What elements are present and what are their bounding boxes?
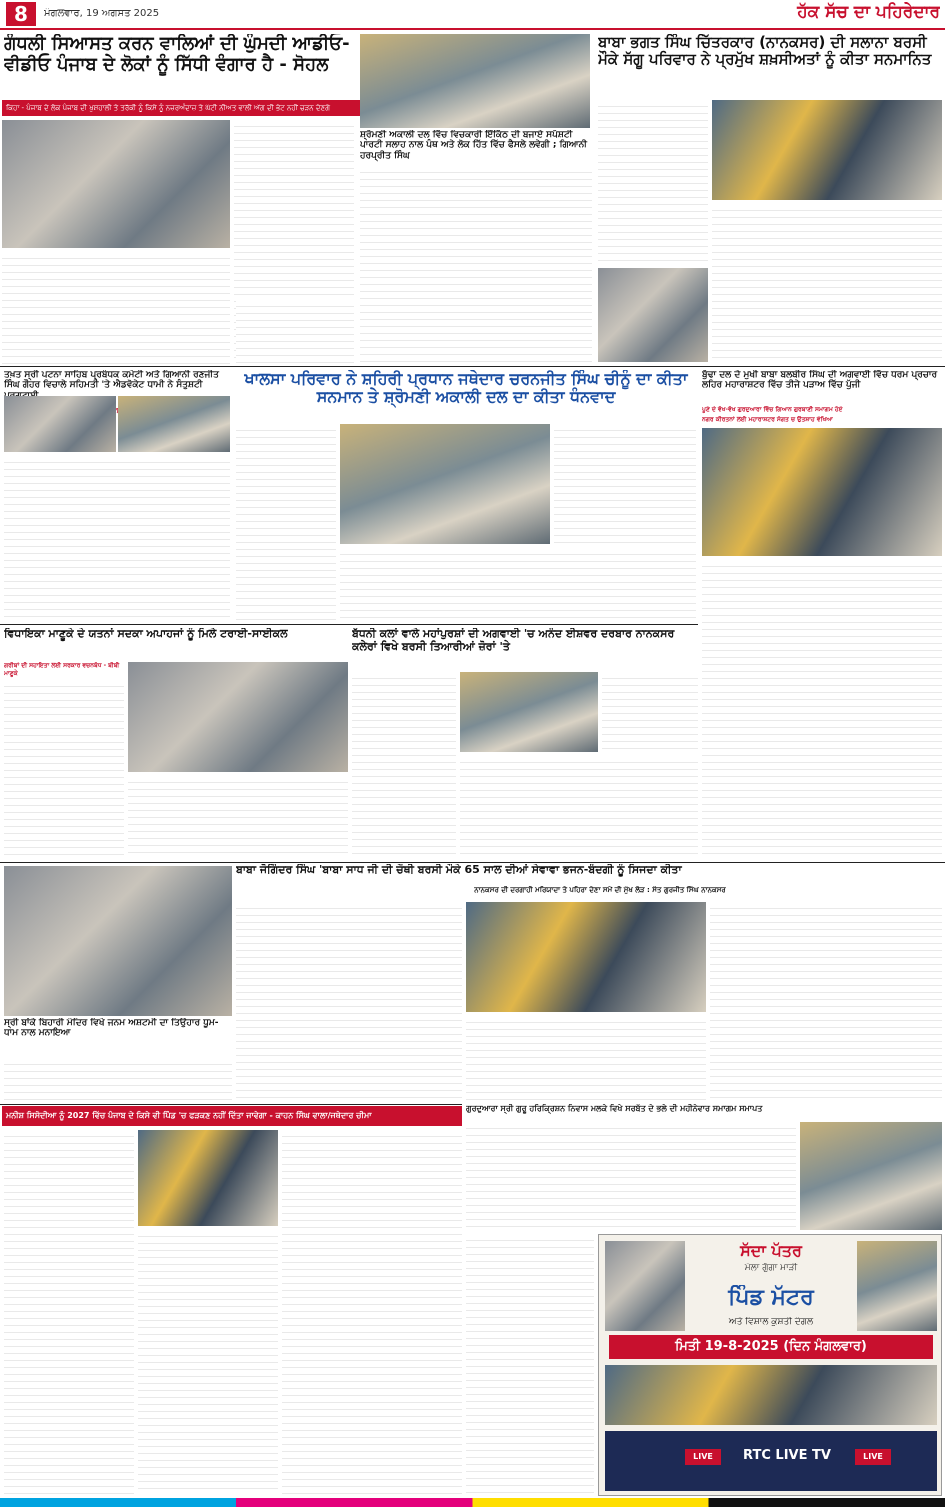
text-a9	[236, 902, 462, 1102]
strap-a9: ਨਾਨਕਸਰ ਦੀ ਦਰਗਾਹੀ ਮਰਿਯਾਦਾ ਤੇ ਪਹਿਰਾ ਦੇਣਾ ਸਮੇਂ ਦੀ ਮੁੱਖ ਲੋੜ : ਸੰਤ ਗੁਰਜੀਤ ਸਿੰਘ ਨਾਨਕਸਰ	[474, 886, 726, 894]
photo-a8	[460, 672, 598, 752]
text-a11	[466, 1122, 796, 1230]
photo-a2	[360, 34, 590, 128]
text-a12-c	[282, 1130, 462, 1494]
text-a4	[4, 456, 230, 620]
photo-a3-b	[598, 268, 708, 362]
text-a1	[2, 252, 230, 364]
strap-a6-1: ਪੂਣੇ ਦੇ ਵੱਖ-ਵੱਖ ਗੁਰਦੁਆਰਾ ਵਿੱਚ ਗਿਆਨ ਗੁਰਬਾਣੀ ਸਮਾਗਮ ਹੋਏ	[702, 406, 843, 413]
ad-photo-strip	[605, 1365, 937, 1425]
headline-a5: ਖਾਲਸਾ ਪਰਿਵਾਰ ਨੇ ਸ਼ਹਿਰੀ ਪ੍ਰਧਾਨ ਜਥੇਦਾਰ ਚਰਨਜੀਤ ਸਿੰਘ ਚੀਨੂੰ ਦਾ ਕੀਤਾ ਸਨਮਾਨ ਤੇ ਸ਼੍ਰੋਮਣੀ ਅਕਾਲੀ ਦਲ ਦਾ ਕੀਤਾ ਧੰਨਵਾਦ	[244, 370, 688, 407]
text-a5	[236, 424, 336, 620]
text-a8	[352, 672, 456, 856]
photo-a9	[466, 902, 706, 1012]
text-a8-b	[460, 756, 698, 856]
text-a7	[4, 680, 124, 856]
text-a12-b	[138, 1230, 278, 1494]
text-a8-c	[602, 672, 698, 752]
ad-event: ਅਤੇ ਵਿਸ਼ਾਲ ਕੁਸ਼ਤੀ ਦੰਗਲ	[728, 1317, 814, 1327]
text-a5-b	[340, 548, 696, 620]
headline-a2: ਸ਼੍ਰੋਮਣੀ ਅਕਾਲੀ ਦਲ ਵਿੱਚ ਵਿਚਕਾਰੀ ਇੱਕਿੱਠ ਦੀ ਬਜਾਏ ਸਪੱਸ਼ਟੀ ਪਾਰਟੀ ਸਲਾਹ ਨਾਲ ਪੰਥ ਅਤੇ ਲੋਕ ਹਿੱਤ ਵਿੱਚ ਫੈਸਲੇ ਲਵੇਗੀ ; ਗਿਆਨੀ ਹਰਪ੍ਰੀਤ ਸਿੰਘ	[360, 130, 587, 161]
text-a5-c	[554, 424, 696, 544]
photo-a4	[4, 396, 116, 452]
photo-a3	[712, 100, 942, 200]
headline-a8: ਬੱਧਨੀ ਕਲਾਂ ਵਾਲੇ ਮਹਾਂਪੁਰਸ਼ਾਂ ਦੀ ਅਗਵਾਈ 'ਚ ਅਨੰਦ ਈਸ਼ਵਰ ਦਰਬਾਰ ਨਾਨਕਸਰ ਕਲੇਰਾਂ ਵਿਖੇ ਬਰਸੀ ਤਿਆਰੀਆਂ ਜ਼ੋਰਾਂ 'ਤੇ	[352, 628, 675, 653]
text-a9-c	[710, 902, 942, 1102]
print-color-bar	[0, 1498, 945, 1507]
text-a7-b	[128, 776, 348, 856]
live-badge-1: LIVE	[685, 1449, 721, 1465]
text-a10	[4, 1058, 232, 1102]
text-a9-b	[466, 1016, 706, 1102]
live-badge-2: LIVE	[855, 1449, 891, 1465]
ad-bottom	[605, 1431, 937, 1491]
photo-a11	[800, 1122, 942, 1230]
photo-a10	[4, 866, 232, 1016]
text-a2	[360, 166, 592, 362]
headline-a1: ਗੰਧਲੀ ਸਿਆਸਤ ਕਰਨ ਵਾਲਿਆਂ ਦੀ ਘੁੰਮਦੀ ਆਡੀਓ-ਵੀਡੀਓ ਪੰਜਾਬ ਦੇ ਲੋਕਾਂ ਨੂੰ ਸਿੱਧੀ ਵੰਗਾਰ ਹੈ - ਸੋਹਲ	[4, 34, 350, 75]
strap-a1: ਕਿਹਾ - ਪੰਜਾਬ ਦੇ ਲੋਕ ਪੰਜਾਬ ਦੀ ਖੁਸ਼ਹਾਲੀ ਤੇ ਤਰੱਕੀ ਨੂੰ ਕਿਸੇ ਨੂੰ ਨਜ਼ਰਅੰਦਾਜ਼ ਤੇ ਘੱਟੀ ਨੀਅਤ ਵਾਲੀ ਅੱਗ ਦੀ ਭੇਟ ਨਹੀਂ ਚੜਨ ਦੇਣਗੇ	[2, 100, 386, 116]
masthead: ਹੱਕ ਸੱਚ ਦਾ ਪਹਿਰੇਦਾਰ	[797, 2, 940, 22]
headline-a9: ਬਾਬਾ ਜੋਗਿੰਦਰ ਸਿੰਘ 'ਬਾਬਾ ਸਾਧ ਜੀ ਦੀ ਚੌਥੀ ਬਰਸੀ ਮੌਕੇ 65 ਸਾਲ ਦੀਆਂ ਸੇਵਾਵਾ ਭਜਨ-ਬੰਦਗੀ ਨੂੰ ਸਿਜਦਾ ਕੀਤਾ	[236, 864, 682, 876]
photo-a6	[702, 428, 942, 556]
photo-a7	[128, 662, 348, 772]
photo-a1	[2, 120, 230, 248]
ad-invitation	[598, 1234, 942, 1496]
photo-a12	[138, 1130, 278, 1226]
issue-date: ਮੰਗਲਵਾਰ, 19 ਅਗਸਤ 2025	[44, 8, 160, 19]
headline-a7: ਵਿਧਾਇਕਾ ਮਾਣੂਕੇ ਦੇ ਯਤਨਾਂ ਸਦਕਾ ਅਪਾਹਜਾਂ ਨੂੰ ਮਿਲੇ ਟਰਾਈ-ਸਾਈਕਲ	[4, 628, 288, 640]
strap-a6-2: ਨਗਰ ਕੀਰਤਨਾਂ ਲਈ ਮਹਾਰਾਸ਼ਟਰ ਸੰਗਤ ਚ ਉਤਸ਼ਾਹ ਵੇਖਿਆ	[702, 416, 833, 423]
photo-a5	[340, 424, 550, 544]
headline-a3: ਬਾਬਾ ਭਗਤ ਸਿੰਘ ਚਿੱਤਰਕਾਰ (ਨਾਨਕਸਰ) ਦੀ ਸਲਾਨਾ ਬਰਸੀ ਮੌਕੇ ਸੱਗੂ ਪਰਿਵਾਰ ਨੇ ਪ੍ਰਮੁੱਖ ਸ਼ਖ਼ਸੀਅਤਾਂ ਨੂੰ ਕੀਤਾ ਸਨਮਾਨਿਤ	[598, 34, 932, 69]
headline-a4: ਤਖ਼ਤ ਸ੍ਰੀ ਪਟਨਾ ਸਾਹਿਬ ਪ੍ਰਬੰਧਕ ਕਮੇਟੀ ਅਤੇ ਗਿਆਨੀ ਰਣਜੀਤ ਸਿੰਘ ਗੌਹਰ ਵਿਚਾਲੇ ਸਹਿਮਤੀ 'ਤੇ ਐਡਵੋਕੇਟ ਧਾਮੀ ਨੇ ਸੰਤੁਸ਼ਟੀ	[4, 370, 219, 391]
live-tv-label: RTC LIVE TV	[743, 1448, 831, 1463]
headline-a11: ਗੁਰਦੁਆਰਾ ਸ੍ਰੀ ਗੁਰੂ ਹਰਿਕ੍ਰਿਸ਼ਨ ਨਿਵਾਸ ਮਲਕੇ ਵਿਖੇ ਸਰਬੱਤ ਦੇ ਭਲੇ ਦੀ ਮਹੀਨੇਵਾਰ ਸਮਾਗਮ ਸਮਾਪਤ	[466, 1104, 763, 1113]
headline-a6: ਬੁੱਢਾ ਦਲ ਦੇ ਮੁਖੀ ਬਾਬਾ ਬਲਬੀਰ ਸਿੰਘ ਦੀ ਅਗਵਾਈ ਵਿੱਚ ਧਰਮ ਪ੍ਰਚਾਰ ਲਹਿਰ ਮਹਾਰਾਸ਼ਟਰ ਵਿੱਚ ਤੀਜੇ ਪੜਾਅ ਵਿੱਚ ਪੁੱਜੀ	[702, 370, 938, 391]
strap-a7: ਗਰੀਬਾਂ ਦੀ ਸਹਾਇਤਾ ਲਈ ਸਰਕਾਰ ਵਚਨਬੱਧ - ਬੀਬੀ ਮਾਣੂਕੇ	[4, 662, 120, 677]
page-number: 8	[6, 2, 36, 26]
ad-village: ਪਿੰਡ ਮੱਟਰ	[728, 1285, 814, 1310]
page-header	[0, 0, 945, 30]
text-a12-d	[466, 1234, 594, 1494]
ad-subtitle: ਮੇਲਾ ਗੁੱਗਾ ਮਾੜੀ	[744, 1263, 798, 1273]
text-a3	[598, 100, 708, 264]
text-a6	[702, 560, 942, 860]
text-a1-col2	[236, 300, 354, 364]
photo-a4-b	[118, 396, 230, 452]
text-a3-b	[712, 204, 942, 362]
headline-a12: ਮਨੀਸ਼ ਸਿਸੋਦੀਆ ਨੂੰ 2027 ਵਿੱਚ ਪੰਜਾਬ ਦੇ ਕਿਸੇ ਵੀ ਪਿੰਡ 'ਚ ਫੜਕਣ ਨਹੀਂ ਦਿੱਤਾ ਜਾਵੇਗਾ - ਕਾਹਨ ਸਿੰਘ ਵਾਲਾ/ਜਥੇਦਾਰ ਚੀਮਾ	[2, 1106, 462, 1126]
text-a12	[4, 1130, 134, 1494]
headline-a10: ਸ੍ਰੀ ਬਾਂਕੇ ਬਿਹਾਰੀ ਮੰਦਿਰ ਵਿਖੇ ਜਨਮ ਅਸ਼ਟਮੀ ਦਾ ਤਿਉਹਾਰ ਧੂਮ-ਧਾਮ ਨਾਲ ਮਨਾਇਆ	[4, 1018, 219, 1039]
ad-date: ਮਿਤੀ 19-8-2025 (ਦਿਨ ਮੰਗਲਵਾਰ)	[609, 1335, 933, 1359]
ad-title: ਸੱਦਾ ਪੱਤਰ	[740, 1241, 802, 1260]
